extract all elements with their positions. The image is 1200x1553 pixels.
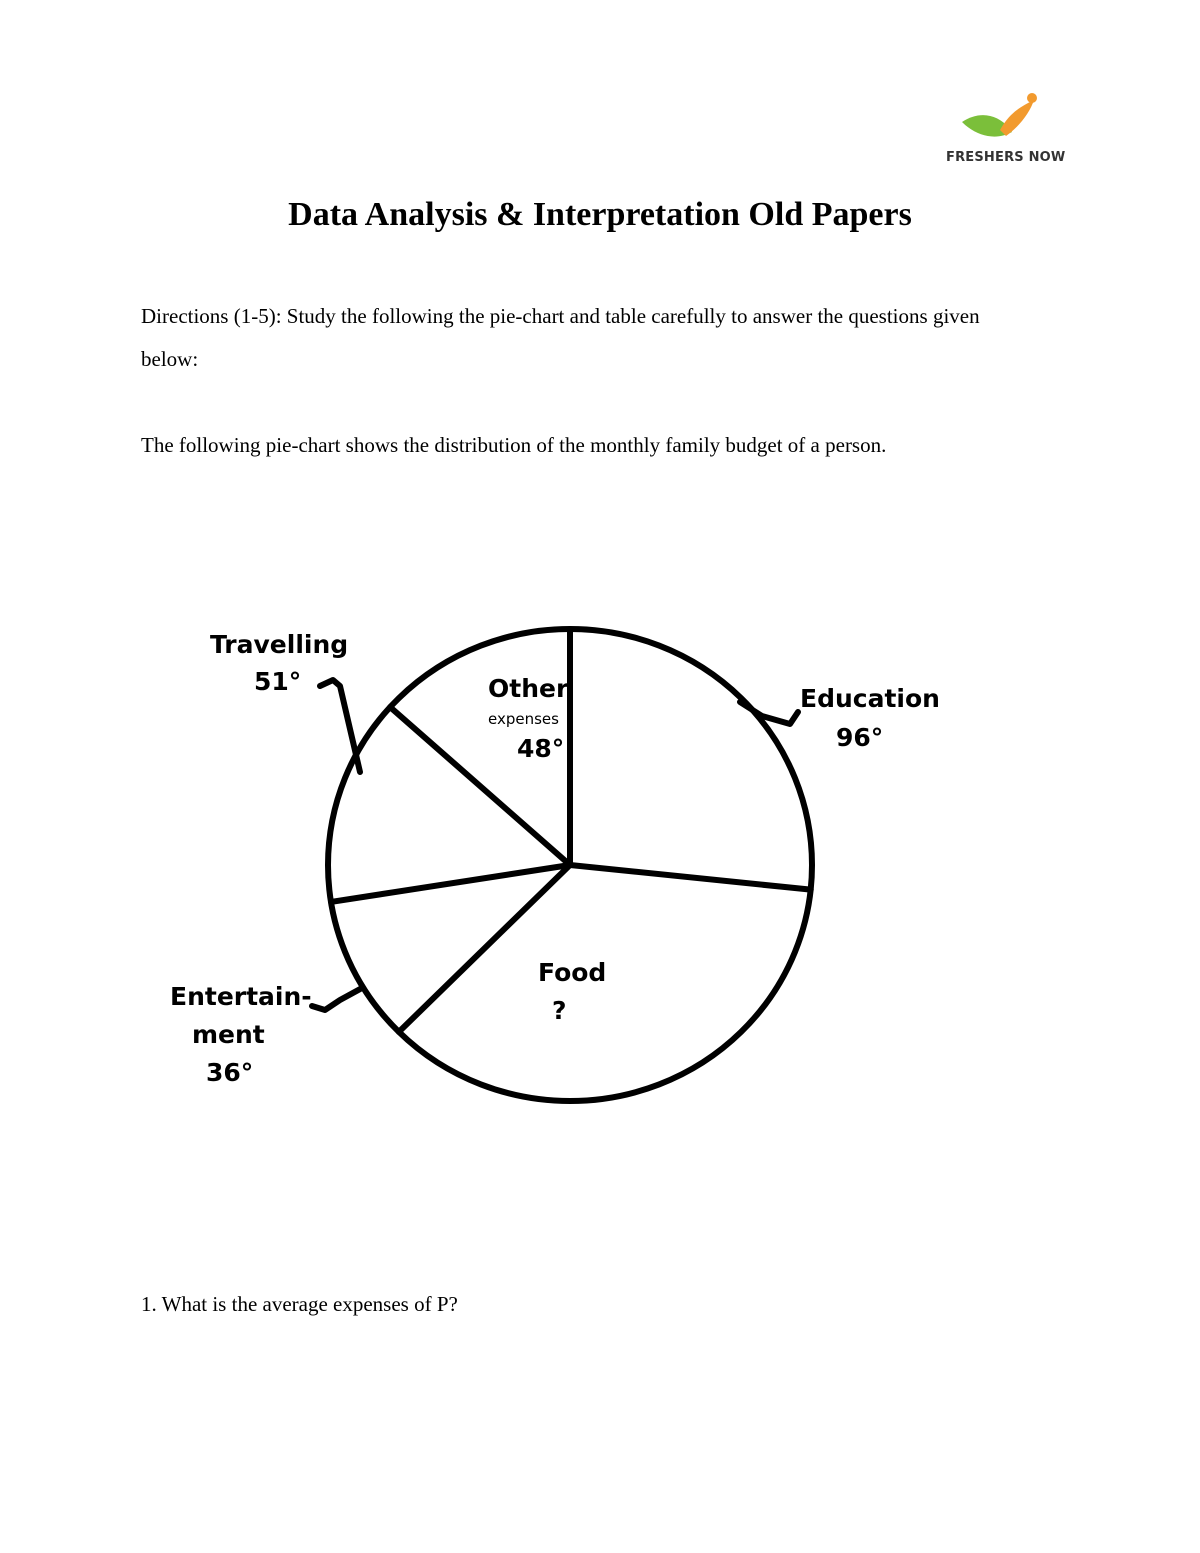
leader-travelling	[320, 680, 360, 772]
label-other: Other	[488, 674, 569, 703]
label-entertainment-value: 36°	[206, 1058, 254, 1087]
freshers-now-logo	[940, 92, 1066, 172]
label-entertainment-1: Entertain-	[170, 982, 312, 1011]
label-travelling: Travelling	[210, 630, 349, 659]
pie-chart	[150, 600, 970, 1125]
label-other-value: 48°	[517, 734, 565, 763]
intro-text: The following pie-chart shows the distribution of the monthly family budget of a person.	[141, 433, 887, 457]
question-1: 1. What is the average expenses of P?	[141, 1292, 458, 1316]
directions-text: Directions (1-5): Study the following the pie-chart and table carefully to answer the questions given below:	[141, 304, 980, 371]
logo-text: FRESHERS NOW	[946, 150, 1066, 165]
leader-entertainment	[312, 988, 362, 1010]
pie-chart-svg	[150, 600, 970, 1120]
label-travelling-value: 51°	[254, 667, 302, 696]
label-education: Education	[800, 684, 940, 713]
logo-mark-icon	[960, 92, 1040, 147]
label-food-value: ?	[552, 996, 567, 1025]
label-education-value: 96°	[836, 723, 884, 752]
label-other-sub: expenses	[488, 710, 559, 728]
label-entertainment-2: ment	[192, 1020, 265, 1049]
label-food: Food	[538, 958, 607, 987]
page-title: Data Analysis & Interpretation Old Papers	[288, 196, 912, 233]
